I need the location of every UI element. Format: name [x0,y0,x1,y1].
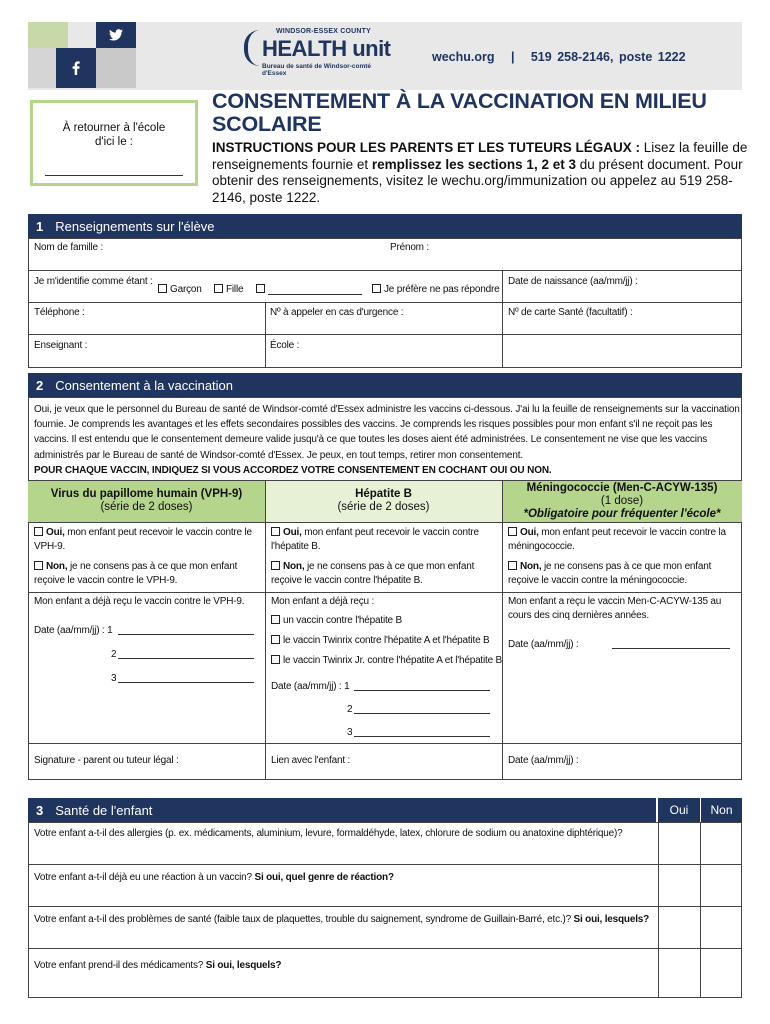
q2-no-cell[interactable] [701,865,741,906]
gender-other-line[interactable] [268,294,362,295]
men-yes-option[interactable]: Oui, mon enfant peut recevoir le vaccin contre la méningococcie. [508,527,726,552]
section3-header [28,798,656,822]
yes-column-header: Oui [658,798,700,822]
hepb-option-3[interactable]: le vaccin Twinrix Jr. contre l'hépatite A et l'hépatite B [271,654,502,668]
checkbox[interactable] [158,284,167,293]
consent-instruction: POUR CHAQUE VACCIN, INDIQUEZ SI VOUS ACCORDEZ VOTRE CONSENTEMENT EN COCHANT OUI OU NON. [34,464,552,476]
instructions [212,140,752,206]
hepb-header [265,488,502,514]
hepb-subtitle: (série de 2 doses) [337,501,430,513]
section3-box [28,822,742,998]
section-number: 2 [36,377,44,393]
health-unit-logo [244,28,394,77]
q3-yes-cell[interactable] [659,907,700,948]
hepb-date3-label: 3 [347,727,353,738]
birthdate-field[interactable]: Date de naissance (aa/mm/jj) : [508,276,638,287]
return-date-line[interactable] [45,175,183,176]
hpv-date3-line[interactable] [118,682,254,683]
gender-other-option[interactable] [256,284,268,295]
hepb-date2-label: 2 [347,704,353,715]
twitter-icon[interactable] [96,22,136,48]
men-title: Méningococcie (Men-C-ACYW-135) [526,482,718,494]
page-title: CONSENTEMENT À LA VACCINATION EN MILIEU SCOLAIRE [212,89,707,136]
hpv-date2-label: 2 [111,649,117,660]
checkbox[interactable] [214,284,223,293]
men-date-line[interactable] [612,648,730,649]
teacher-field[interactable]: Enseignant : [34,340,88,351]
section-title: Consentement à la vaccination [55,377,234,393]
section-title: Renseignements sur l'élève [55,218,215,234]
no-column-header: Non [700,798,742,822]
question-health-problems: Votre enfant a-t-il des problèmes de santé (faible taux de plaquettes, trouble du saignement, syndrome de Guillain-Barré, etc.)? Si oui, lesquels? [34,914,650,925]
emergency-phone-field[interactable]: Nº à appeler en cas d'urgence : [270,307,404,318]
first-name-field[interactable]: Prénom : [390,242,429,253]
section2-header [28,373,742,397]
hpv-title: Virus du papillome humain (VPH-9) [50,488,243,500]
hpv-date3-label: 3 [111,673,117,684]
school-field[interactable]: École : [270,340,300,351]
men-header [502,482,742,521]
return-box-label: À retourner à l'école d'ici le : [62,122,166,148]
q2-yes-cell[interactable] [659,865,700,906]
logo-sub-text: Bureau de santé de Windsor-comté d'Essex [262,63,372,77]
hepb-title: Hépatite B [355,488,412,500]
question-allergies: Votre enfant a-t-il des allergies (p. ex. médicaments, aluminium, levure, formaldéhyde, latex, chlorure de sodium ou anatoxine diphtérique)? [34,828,623,839]
q4-no-cell[interactable] [701,949,741,997]
men-already-label: Mon enfant a reçu le vaccin Men-C-ACYW-135 au cours des cinq dernières années. [508,596,722,621]
hpv-yes-option[interactable]: Oui, mon enfant peut recevoir le vaccin contre le VPH-9. [34,527,252,552]
hpv-header [28,488,265,514]
hepb-already-label: Mon enfant a déjà reçu : [271,596,375,607]
checkbox[interactable] [271,527,280,536]
hpv-date1-label: Date (aa/mm/jj) : 1 [34,625,113,636]
section-title: Santé de l'enfant [55,802,153,818]
checkbox[interactable] [34,561,43,570]
instructions-part2: du présent document. Pour obtenir des renseignements, visitez le wechu.org/immunization ou appelez au 519 258-2146, poste 1222. [212,156,743,205]
hepb-option-1[interactable]: un vaccin contre l'hépatite B [271,614,402,628]
checkbox[interactable] [271,655,280,664]
decor-square [96,48,136,88]
hepb-yes-option[interactable]: Oui, mon enfant peut recevoir le vaccin contre l'hépatite B. [271,527,479,552]
logo-top-text: WINDSOR-ESSEX COUNTY [276,28,372,35]
gender-girl-option[interactable]: Fille [214,284,243,295]
logo-main-text: HEALTH unit [262,36,391,61]
checkbox[interactable] [256,284,265,293]
section1-header [28,214,742,238]
hpv-already-label: Mon enfant a déjà reçu le vaccin contre le VPH-9. [34,596,245,607]
section-number: 1 [36,218,44,234]
gender-no-answer-option[interactable]: Je préfère ne pas répondre [372,284,499,295]
hpv-subtitle: (série de 2 doses) [100,501,193,513]
checkbox[interactable] [508,561,517,570]
gender-label: Je m'identifie comme étant : [34,276,153,287]
men-date-label: Date (aa/mm/jj) : [508,639,579,650]
hepb-date3-line[interactable] [354,736,490,737]
hepb-option-2[interactable]: le vaccin Twinrix contre l'hépatite A et l'hépatite B [271,634,490,648]
instructions-part1: Lisez la feuille de renseignements fournie et [212,140,748,172]
contact-line [432,50,686,64]
checkbox[interactable] [508,527,517,536]
signature-date-field[interactable]: Date (aa/mm/jj) : [508,755,579,766]
q1-yes-cell[interactable] [659,823,700,864]
men-no-option[interactable]: Non, je ne consens pas à ce que mon enfant reçoive le vaccin contre la méningococcie. [508,561,712,586]
decor-square [28,22,68,48]
q1-no-cell[interactable] [701,823,741,864]
hepb-date2-line[interactable] [354,713,490,714]
checkbox[interactable] [372,284,381,293]
signature-field[interactable]: Signature - parent ou tuteur légal : [34,755,179,766]
hpv-no-option[interactable]: Non, je ne consens pas à ce que mon enfant reçoive le vaccin contre le VPH-9. [34,561,238,586]
phone-field[interactable]: Téléphone : [34,307,85,318]
checkbox[interactable] [271,561,280,570]
hpv-date2-line[interactable] [118,658,254,659]
q4-yes-cell[interactable] [659,949,700,997]
return-box [30,100,198,186]
health-card-field[interactable]: Nº de carte Santé (facultatif) : [508,307,633,318]
checkbox[interactable] [34,527,43,536]
hpv-date1-line[interactable] [118,634,254,635]
decor-square [28,48,56,88]
section-number: 3 [36,802,44,818]
facebook-icon[interactable] [56,48,96,88]
consent-paragraph [34,402,740,478]
q3-no-cell[interactable] [701,907,741,948]
men-subtitle: (1 dose) [600,495,644,507]
last-name-field[interactable]: Nom de famille : [34,242,104,253]
men-mandatory-note: *Obligatoire pour fréquenter l'école* [523,508,721,520]
consent-text: Oui, je veux que le personnel du Bureau de santé de Windsor-comté d'Essex administre les vaccins ci-dessous. J'ai lu la feuille de renseignements sur la vaccination fournie. Je comprends les avantages et les effets secondaires possibles des vaccins. Je comprends les risques possibles pour mon enfant s'il ne reçoit pas les vaccins. Il est entendu que le consentement demeure valide jusqu'à ce que toutes les doses aient été administrées. Le consentement ne vise que les vaccins administrés par le Bureau de santé de Windsor-comté d'Essex. Je peux, en tout temps, retirer mon consentement. [34,404,740,461]
question-vaccine-reaction: Votre enfant a-t-il déjà eu une réaction à un vaccin? Si oui, quel genre de réaction? [34,872,394,883]
hepb-date1-label: Date (aa/mm/jj) : 1 [271,681,350,692]
checkbox[interactable] [271,635,280,644]
hepb-date1-line[interactable] [354,690,490,691]
instructions-bold: remplissez les sections 1, 2 et 3 [371,156,576,172]
website-link[interactable]: wechu.org [432,50,495,64]
instructions-lead: INSTRUCTIONS POUR LES PARENTS ET LES TUTEURS LÉGAUX : [212,140,641,155]
checkbox[interactable] [271,615,280,624]
relationship-field[interactable]: Lien avec l'enfant : [271,755,351,766]
section1-box [28,238,742,368]
phone-number: 519 258-2146, poste 1222 [530,50,686,64]
gender-boy-option[interactable]: Garçon [158,284,202,295]
hepb-no-option[interactable]: Non, je ne consens pas à ce que mon enfant reçoive le vaccin contre l'hépatite B. [271,561,475,586]
separator: | [510,50,515,64]
question-medications: Votre enfant prend-il des médicaments? Si oui, lesquels? [34,960,282,971]
